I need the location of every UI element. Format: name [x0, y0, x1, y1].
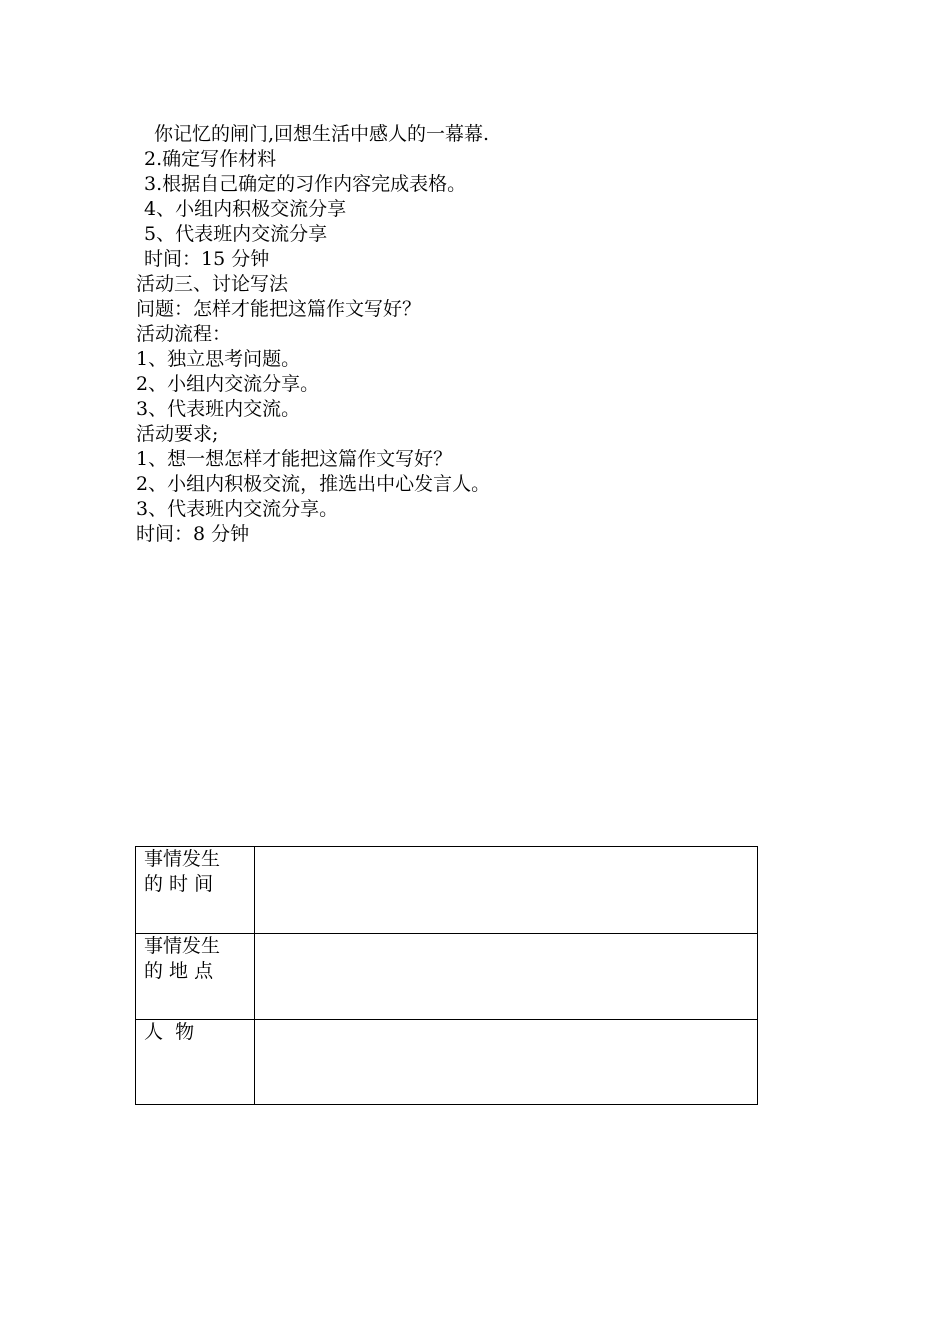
table-label-time-line1: 事情发生: [144, 848, 221, 870]
table-label-place: [136, 934, 255, 1020]
table-label-time: [136, 847, 255, 934]
document-body: [136, 122, 776, 547]
paragraph-time-8: 时间：8 分钟: [136, 523, 250, 545]
paragraph-process-2: 2、小组内交流分享。: [136, 373, 320, 395]
paragraph-time-15: 时间：15 分钟: [144, 248, 270, 270]
paragraph-step-4: 4、小组内积极交流分享: [144, 198, 347, 220]
table-row-time: [136, 847, 758, 934]
paragraph-requirement-2: 2、小组内积极交流，推选出中心发言人。: [136, 473, 491, 495]
table-label-time-line2: 的 时 间: [144, 873, 214, 895]
paragraph-requirements-heading: 活动要求;: [136, 423, 219, 445]
paragraph-question: 问题：怎样才能把这篇作文写好？: [136, 298, 422, 320]
table-value-place[interactable]: [254, 934, 758, 1020]
table-row-place: [136, 934, 758, 1020]
writing-material-table: [135, 846, 758, 1105]
paragraph-requirement-3: 3、代表班内交流分享。: [136, 498, 339, 520]
table-label-place-line2: 的 地 点: [144, 960, 214, 982]
paragraph-requirement-1: 1、想一想怎样才能把这篇作文写好？: [136, 448, 453, 470]
table-row-people: [136, 1020, 758, 1105]
paragraph-step-2: 2.确定写作材料: [144, 148, 277, 170]
paragraph-memory-gate: 你记忆的闸门,回想生活中感人的一幕幕.: [154, 123, 490, 145]
heading-activity-3: 活动三、讨论写法: [136, 273, 289, 295]
paragraph-process-heading: 活动流程：: [136, 323, 232, 345]
table-label-place-line1: 事情发生: [144, 935, 221, 957]
table-value-people[interactable]: [254, 1020, 758, 1105]
paragraph-process-3: 3、代表班内交流。: [136, 398, 301, 420]
paragraph-step-5: 5、代表班内交流分享: [144, 223, 328, 245]
table-label-people: [136, 1020, 255, 1105]
paragraph-process-1: 1、独立思考问题。: [136, 348, 301, 370]
table-label-people-line1: 人 物: [144, 1021, 195, 1043]
table-value-time[interactable]: [254, 847, 758, 934]
paragraph-step-3: 3.根据自己确定的习作内容完成表格。: [144, 173, 467, 195]
